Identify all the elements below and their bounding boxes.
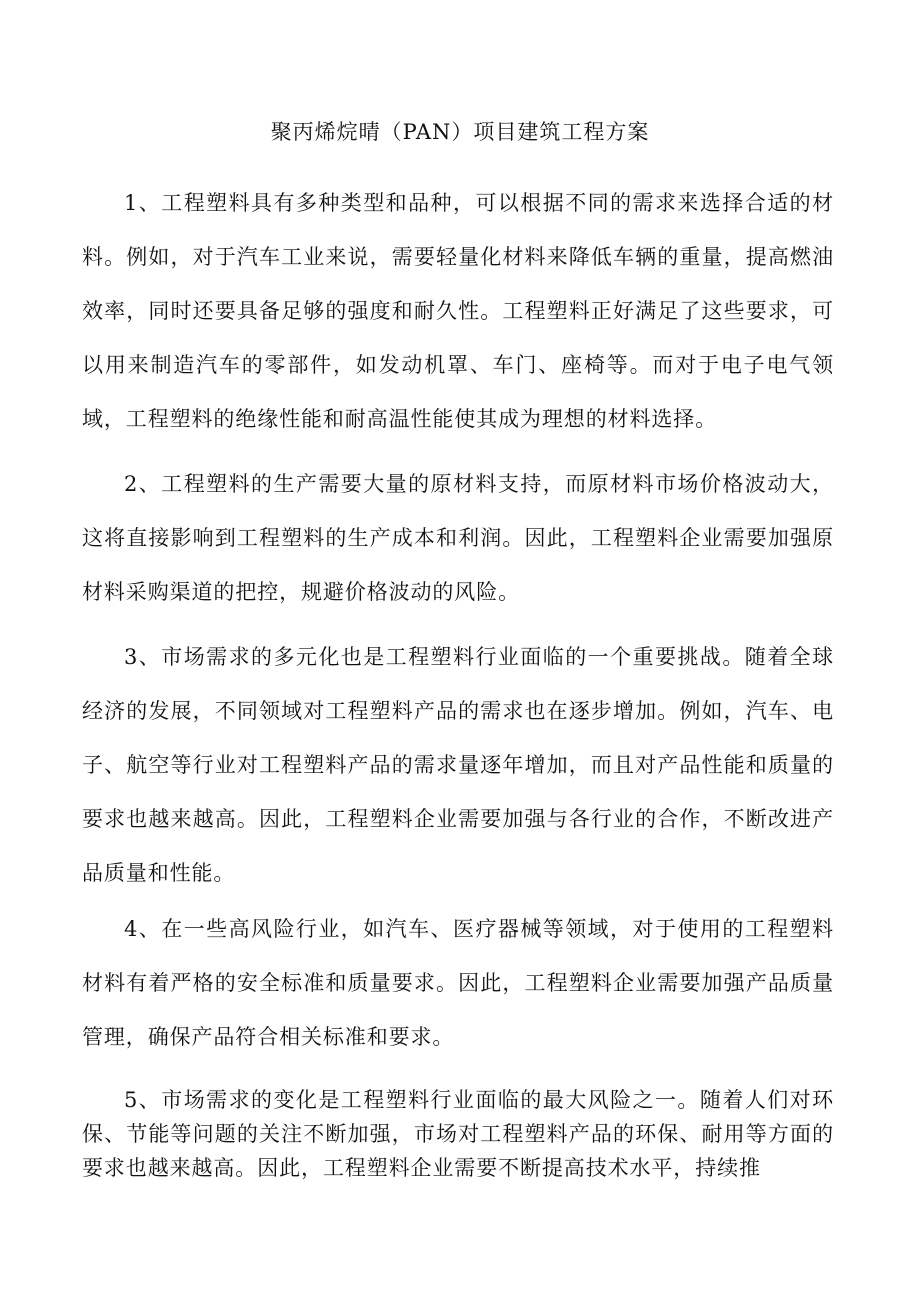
paragraph-3: 3、市场需求的多元化也是工程塑料行业面临的一个重要挑战。随着全球经济的发展，不同领域对工程塑料产品的需求也在逐步增加。例如，汽车、电子、航空等行业对工程塑料产品的需求量逐年增加，而且对产品性能和质量的要求也越来越高。因此，工程塑料企业需要加强与各行业的合作，不断改进产品质量和性能。 [82,645,834,885]
paragraph-1: 1、工程塑料具有多种类型和品种，可以根据不同的需求来选择合适的材料。例如，对于汽车工业来说，需要轻量化材料来降低车辆的重量，提高燃油效率，同时还要具备足够的强度和耐久性。工程塑料正好满足了这些要求，可以用来制造汽车的零部件，如发动机罩、车门、座椅等。而对于电子电气领域，工程塑料的绝缘性能和耐高温性能使其成为理想的材料选择。 [82,191,834,431]
paragraph-4: 4、在一些高风险行业，如汽车、医疗器械等领域，对于使用的工程塑料材料有着严格的安全标准和质量要求。因此，工程塑料企业需要加强产品质量管理，确保产品符合相关标准和要求。 [82,917,834,1049]
paragraph-2: 2、工程塑料的生产需要大量的原材料支持，而原材料市场价格波动大，这将直接影响到工程塑料的生产成本和利润。因此，工程塑料企业需要加强原材料采购渠道的把控，规避价格波动的风险。 [82,472,834,604]
document-title: 聚丙烯烷晴（PAN）项目建筑工程方案 [270,120,650,144]
paragraph-5: 5、市场需求的变化是工程塑料行业面临的最大风险之一。随着人们对环保、节能等问题的关注不断加强，市场对工程塑料产品的环保、耐用等方面的要求也越来越高。因此，工程塑料企业需要不断提高技术水平，持续推 [82,1088,834,1180]
